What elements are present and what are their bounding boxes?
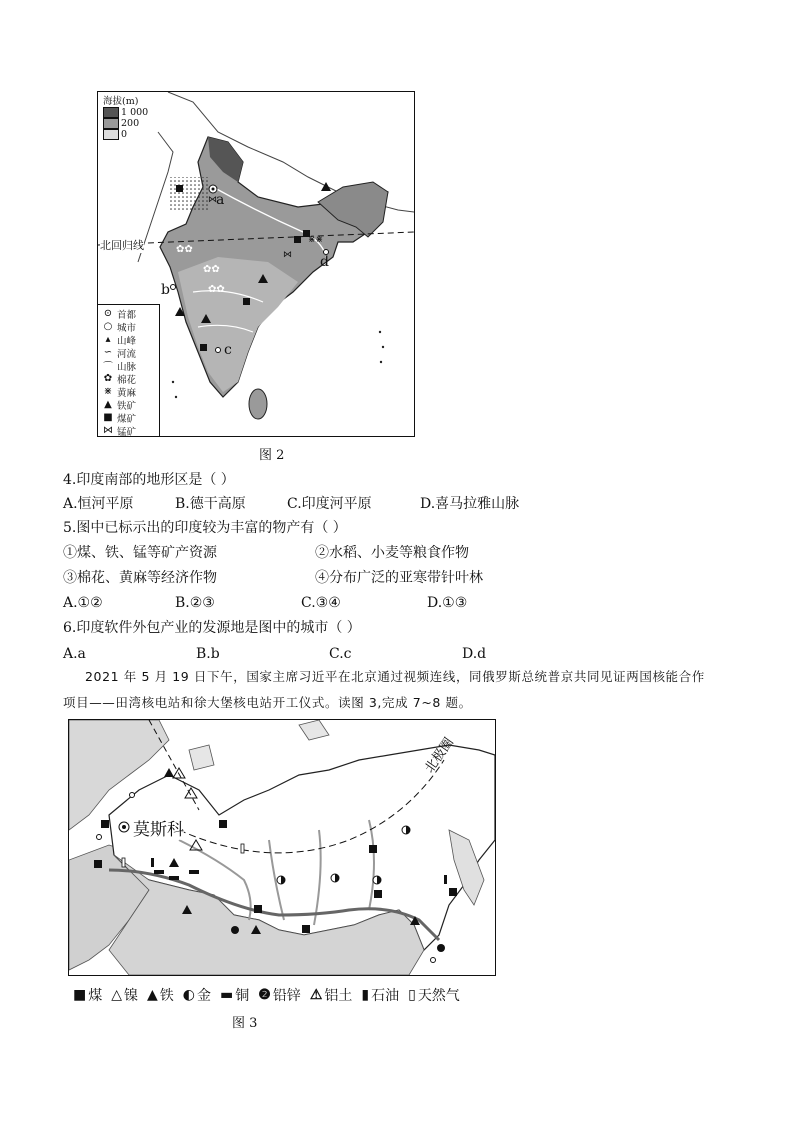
q4-option-a[interactable]: A.恒河平原 — [63, 496, 134, 512]
q4-stem: 4.印度南部的地形区是（ ） — [63, 472, 235, 488]
q5-option-d[interactable]: D.①③ — [427, 595, 468, 611]
gold-icon: ◐ — [182, 987, 196, 1003]
elevation-level: 0 — [121, 128, 128, 140]
q4-option-d[interactable]: D.喜马拉雅山脉 — [420, 496, 520, 512]
q6-option-b[interactable]: B.b — [196, 646, 220, 662]
cotton-icon: ✿ — [103, 373, 113, 384]
q6-option-c[interactable]: C.c — [329, 646, 352, 662]
coal-icon: ■ — [73, 987, 87, 1003]
q6-option-d[interactable]: D.d — [462, 646, 487, 662]
legend-capital: ⊙ 首都 — [103, 308, 137, 321]
peak-icon: ▴ — [105, 334, 111, 345]
q5-item-2: ②水稻、小麦等粮食作物 — [315, 545, 469, 561]
elevation-level: 200 — [121, 117, 140, 129]
q5-item-3: ③棉花、黄麻等经济作物 — [63, 570, 217, 586]
svg-text:✿✿: ✿✿ — [208, 284, 225, 295]
symbol-legend — [98, 304, 160, 436]
mountain-range-icon: ⌒ — [103, 362, 113, 373]
city-icon: ○ — [103, 321, 113, 332]
legend-copper: ▬ 铜 — [220, 987, 250, 1004]
moscow-label: 莫斯科 — [133, 815, 184, 840]
svg-text:⋈: ⋈ — [208, 195, 217, 205]
q6-stem: 6.印度软件外包产业的发源地是图中的城市（ ） — [63, 620, 361, 636]
legend-natural-gas: ▯ 天然气 — [408, 987, 460, 1004]
svg-text:⋇⋇: ⋇⋇ — [308, 235, 324, 245]
legend-lead-zinc: ❷ 铅锌 — [258, 987, 301, 1004]
legend-gold: ◐ 金 — [182, 987, 212, 1004]
svg-text:✿✿: ✿✿ — [176, 244, 193, 255]
passage-line-2: 项目——田湾核电站和徐大堡核电站开工仪式。读图 3,完成 7~8 题。 — [63, 695, 472, 710]
legend-mountain: ⌒ 山脉 — [102, 359, 159, 372]
capital-icon: ⊙ — [103, 308, 113, 319]
legend-coal: ■ 煤矿 — [103, 412, 137, 425]
elevation-level: 1 000 — [121, 106, 149, 118]
q4-option-c[interactable]: C.印度河平原 — [287, 496, 372, 512]
nickel-icon: △ — [111, 987, 123, 1003]
iron-icon: ▲ — [147, 987, 158, 1003]
q5-stem: 5.图中已标示出的印度较为丰富的物产有（ ） — [63, 520, 347, 536]
oil-icon: ▮ — [361, 987, 370, 1003]
legend-nickel: △ 镍 — [111, 987, 139, 1004]
legend-jute: ⋇ 黄麻 — [103, 386, 137, 399]
russia-legend — [73, 985, 460, 1005]
q5-option-c[interactable]: C.③④ — [301, 595, 341, 611]
point-label-a: a — [216, 192, 225, 208]
russia-map — [68, 719, 496, 976]
natural-gas-icon: ▯ — [408, 987, 416, 1003]
svg-text:⋈: ⋈ — [283, 250, 292, 260]
india-map — [97, 91, 415, 437]
q5-option-a[interactable]: A.①② — [63, 595, 103, 611]
legend-coal: ■ 煤 — [73, 987, 103, 1004]
legend-cotton: ✿ 棉花 — [103, 373, 137, 386]
copper-icon: ▬ — [220, 987, 234, 1003]
legend-city: ○ 城市 — [103, 321, 137, 334]
legend-oil: ▮ 石油 — [361, 987, 400, 1004]
q6-option-a[interactable]: A.a — [63, 646, 86, 662]
manganese-icon: ⋈ — [103, 425, 113, 436]
iron-ore-icon: ▲ — [104, 399, 112, 410]
elevation-legend — [101, 95, 150, 142]
point-label-b: b — [161, 282, 170, 298]
point-label-c: c — [224, 342, 232, 358]
q4-option-b[interactable]: B.德干高原 — [175, 496, 246, 512]
svg-text:✿✿: ✿✿ — [203, 264, 220, 275]
tropic-label: 北回归线 — [100, 239, 144, 252]
legend-peak: ▴ 山峰 — [102, 333, 159, 346]
legend-bauxite: ⚠ 铝土 — [309, 987, 353, 1004]
legend-manganese: ⋈ 锰矿 — [103, 425, 137, 437]
point-label-d: d — [320, 254, 329, 270]
river-icon: ∽ — [103, 347, 113, 358]
passage-line-1: 2021 年 5 月 19 日下午，国家主席习近平在北京通过视频连线，同俄罗斯总统普京共同见证两国核能合作 — [85, 669, 705, 684]
q5-item-1: ①煤、铁、锰等矿产资源 — [63, 545, 217, 561]
arctic-circle-label: 北极圈 — [422, 735, 457, 776]
legend-iron: ▲ 铁矿 — [102, 398, 159, 411]
legend-river: ∽ 河流 — [103, 347, 137, 360]
coal-icon: ■ — [103, 412, 113, 423]
jute-icon: ⋇ — [103, 386, 113, 397]
figure3-caption: 图 3 — [232, 1016, 258, 1031]
legend-iron: ▲ 铁 — [147, 987, 174, 1004]
q5-option-b[interactable]: B.②③ — [175, 595, 215, 611]
figure2-caption: 图 2 — [259, 448, 285, 463]
bauxite-icon: ⚠ — [309, 987, 323, 1003]
q5-item-4: ④分布广泛的亚寒带针叶林 — [315, 570, 483, 586]
elevation-title: 海拔(m) — [103, 96, 139, 107]
lead-zinc-icon: ❷ — [258, 987, 271, 1003]
